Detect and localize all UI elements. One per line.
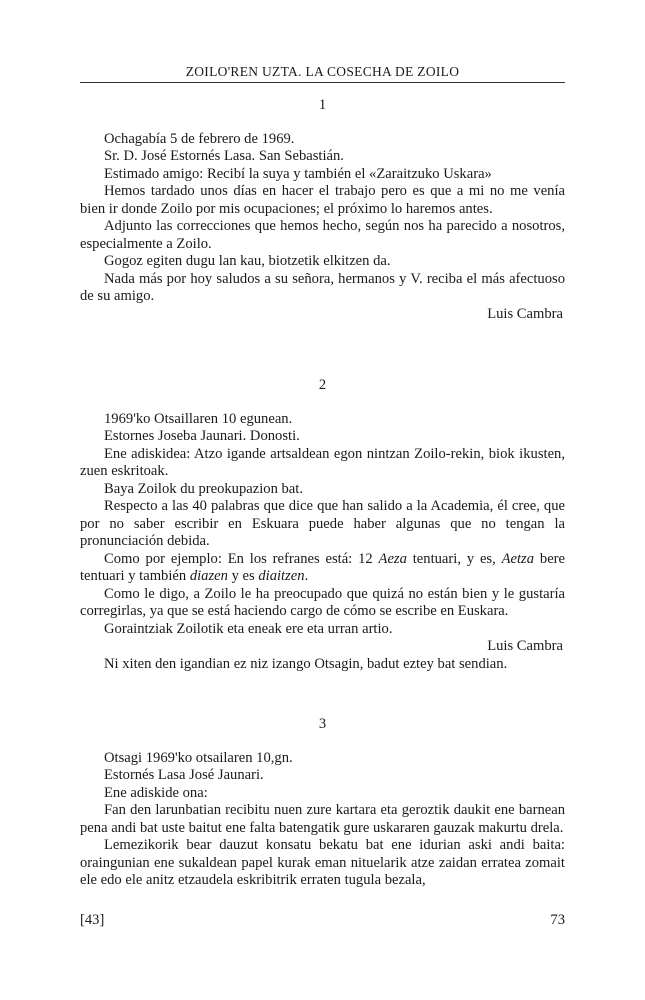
footer-bracket-number: [43]	[80, 912, 105, 928]
paragraph: Estornes Joseba Jaunari. Donosti.	[104, 428, 300, 444]
signature: Luis Cambra	[487, 305, 563, 322]
letter-3	[80, 716, 565, 890]
letter-1	[80, 97, 565, 323]
letter-number: 1	[318, 97, 327, 113]
signature: Luis Cambra	[487, 638, 563, 654]
paragraph: Otsagi 1969'ko otsailaren 10,gn.	[104, 749, 293, 766]
paragraph: 1969'ko Otsaillaren 10 egunean.	[104, 410, 293, 427]
paragraph: Ochagabía 5 de febrero de 1969.	[104, 130, 295, 147]
paragraph: Goraintziak Zoilotik eta eneak ere eta urran artio.	[104, 620, 393, 637]
paragraph: Como le digo, a Zoilo le ha preocupado que quizá no están bien y le gustaría corregirlas, ya que se está haciendo cargo de cómo se escribe en Euskara.	[80, 585, 565, 619]
paragraph: Sr. D. José Estornés Lasa. San Sebastián.	[104, 148, 344, 164]
paragraph: Lemezikorik bear dauzut konsatu bekatu bat ene idurian aski andi baita: oraingunian ene sukaldean papel kurak eman nituelarik atze zaidan erratea zomait ele edo ele anitz etzaudela eskribitrik erraten tugula bezala,	[80, 837, 565, 888]
page-number: 73	[550, 912, 565, 928]
paragraph: Nada más por hoy saludos a su señora, hermanos y V. reciba el más afectuoso de su amigo.	[80, 270, 565, 304]
paragraph: Respecto a las 40 palabras que dice que han salido a la Academia, él cree, que por no saber escribir en Eskuara puede haber algunas que no tengan la pronunciación debida.	[80, 498, 565, 549]
letter-2	[80, 377, 565, 673]
paragraph: Como por ejemplo: En los refranes está: 12 Aeza tentuari, y es, Aetza bere tentuari y también diazen y es diaitzen.	[80, 550, 566, 584]
paragraph: Ene adiskide ona:	[104, 784, 208, 801]
header-rule	[80, 82, 565, 83]
paragraph: Adjunto las correcciones que hemos hecho, según nos ha parecido a nosotros, especialmente a Zoilo.	[80, 218, 565, 252]
paragraph: Gogoz egiten dugu lan kau, biotzetik elkitzen da.	[104, 253, 391, 269]
running-header: ZOILO'REN UZTA. LA COSECHA DE ZOILO	[185, 64, 460, 79]
paragraph: Hemos tardado unos días en hacer el trabajo pero es que a mi no me venía bien ir donde Zoilo por mis ocupaciones; el próximo lo haremos antes.	[80, 183, 565, 217]
paragraph: Fan den larunbatian recibitu nuen zure kartara eta geroztik daukit ene barnean pena andi bat uste baitut ene falta batengatik gure uskararen gauzak makurtu drela.	[80, 802, 565, 836]
letter-number: 3	[318, 716, 327, 732]
paragraph: Ene adiskidea: Atzo igande artsaldean egon nintzan Zoilo-rekin, biok ikusten, zuen eskritoak.	[80, 445, 565, 479]
paragraph: Estornés Lasa José Jaunari.	[104, 767, 264, 783]
letter-number: 2	[318, 377, 327, 393]
postscript: Ni xiten den igandian ez niz izango Otsagin, badut eztey bat sendian.	[104, 655, 508, 672]
paragraph: Baya Zoilok du preokupazion bat.	[104, 480, 303, 497]
paragraph: Estimado amigo: Recibí la suya y también el «Zaraitzuko Uskara»	[104, 165, 492, 182]
